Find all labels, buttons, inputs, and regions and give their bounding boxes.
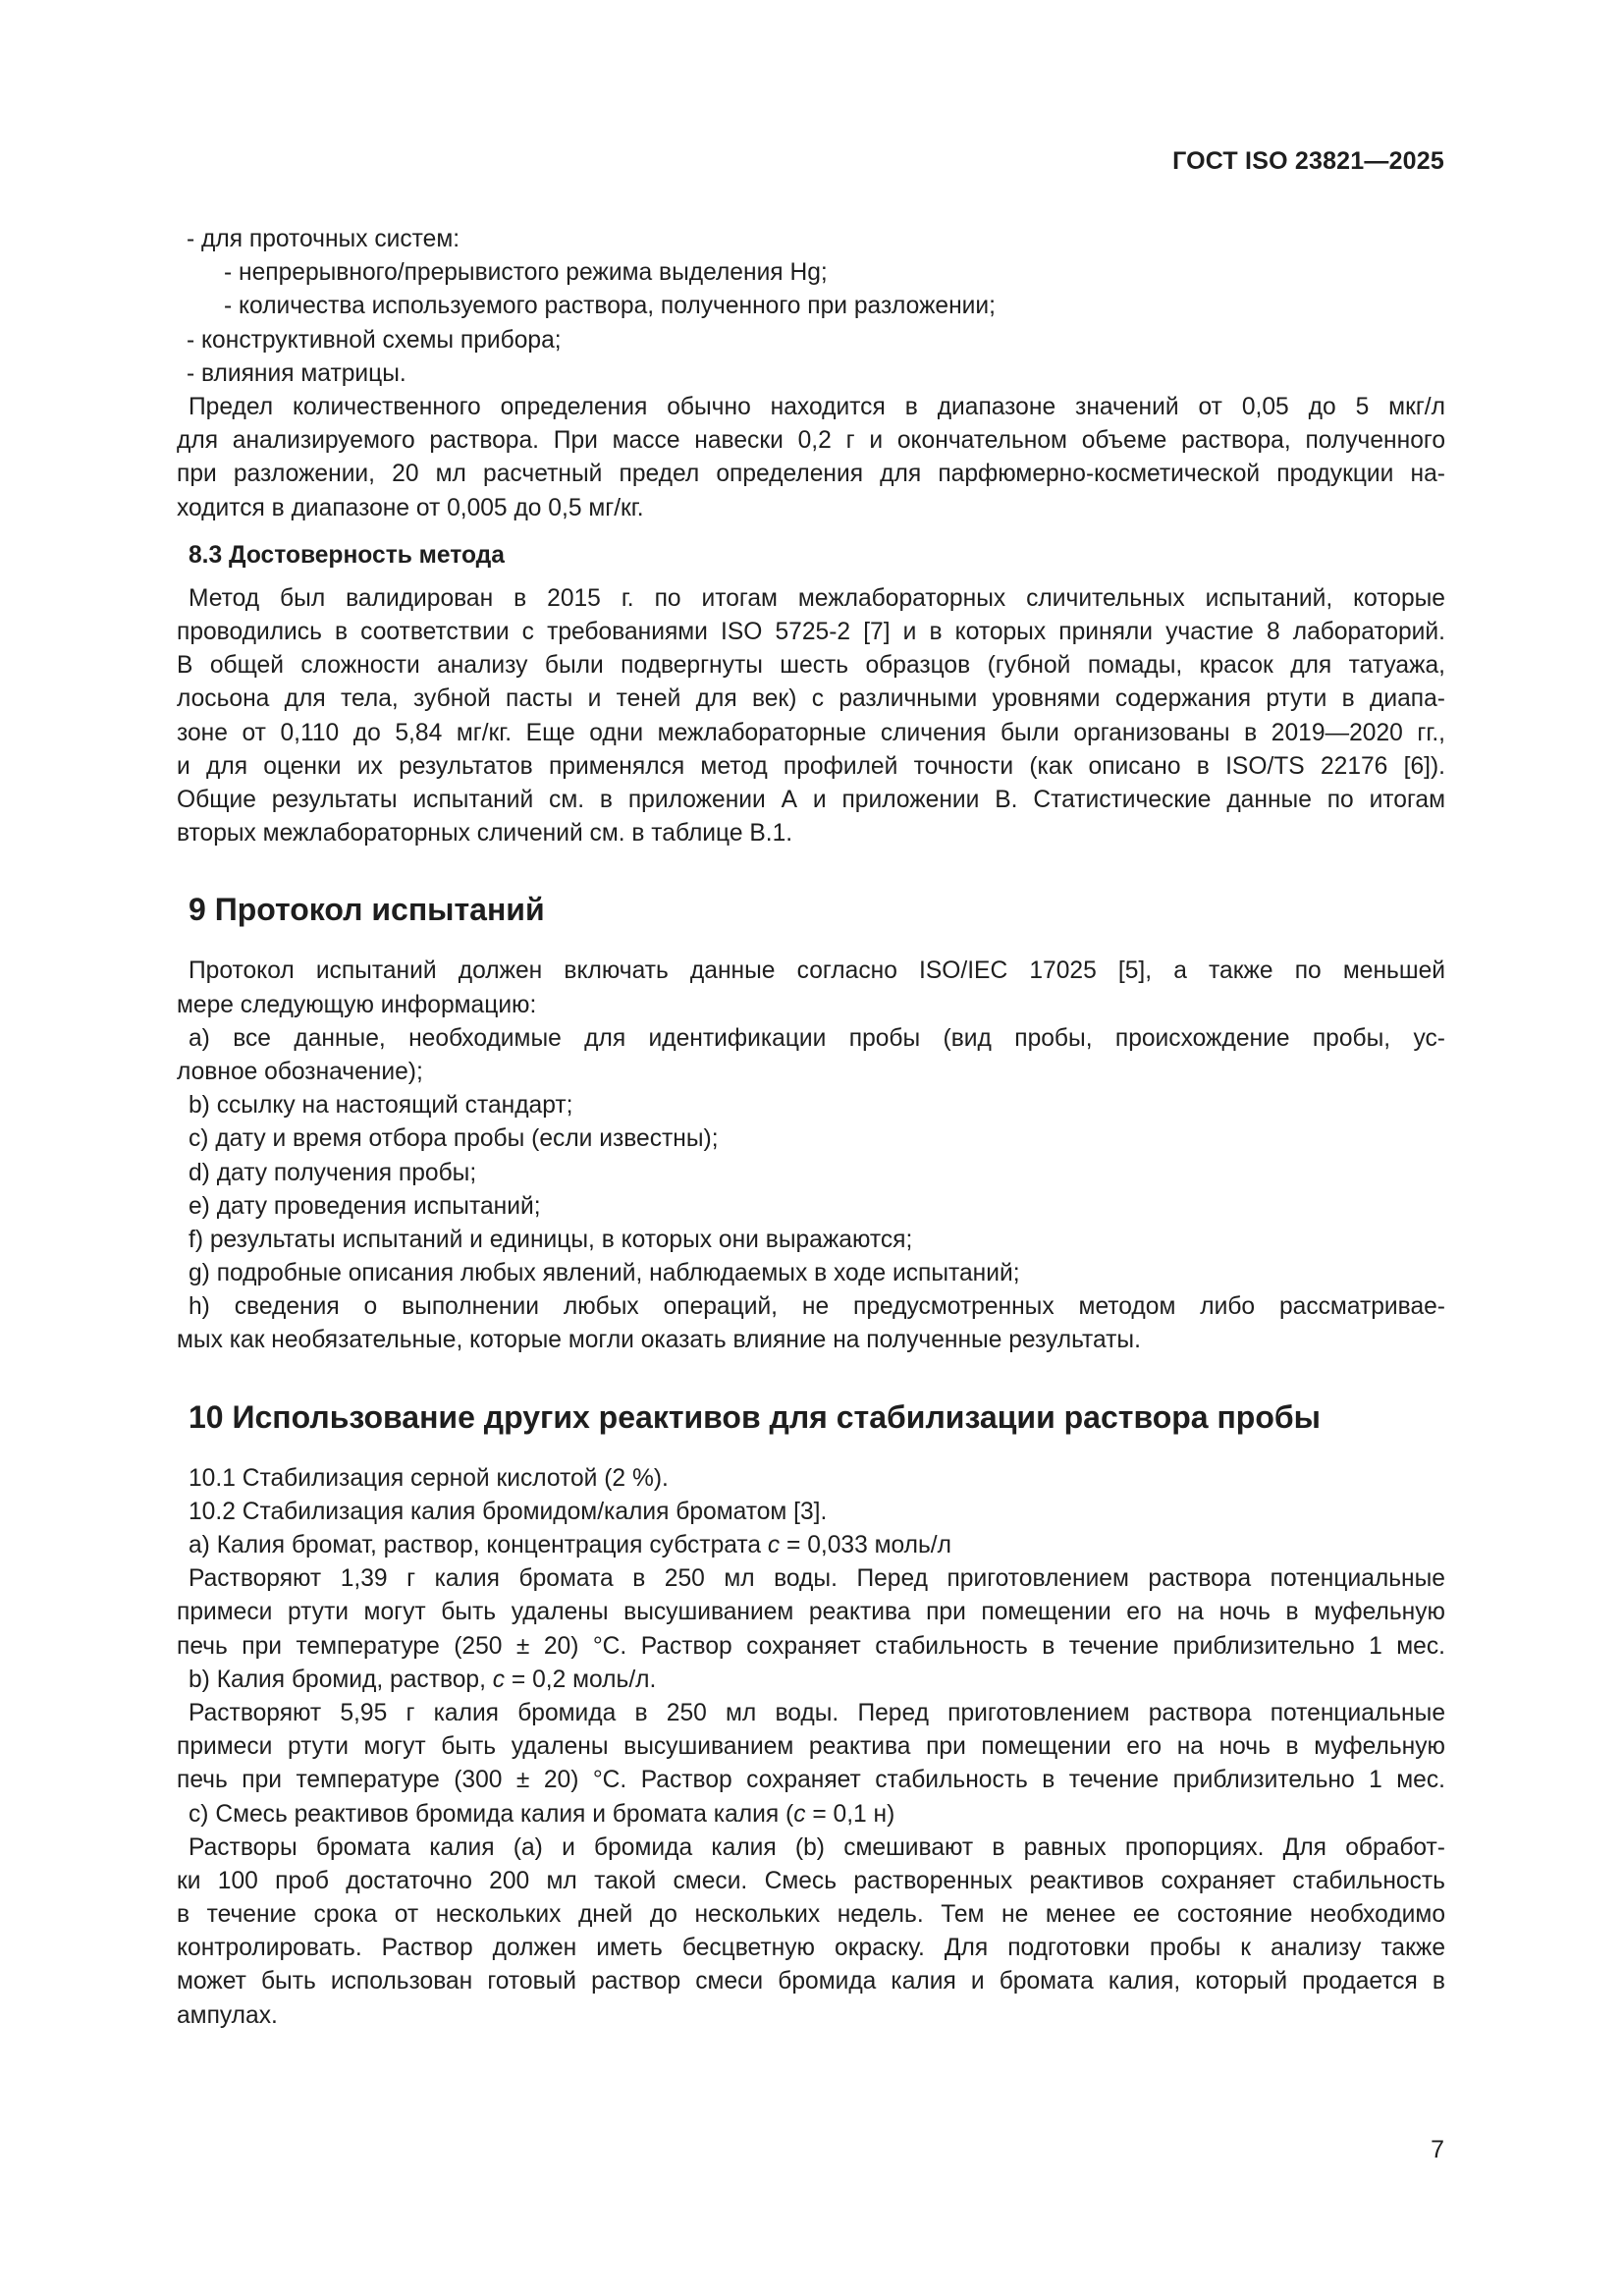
paragraph-line: ки 100 проб достаточно 200 мл такой смеси. Смесь растворенных реактивов сохраняет стабильность	[177, 1867, 1445, 1894]
paragraph-line: печь при температуре (250 ± 20) °C. Раствор сохраняет стабильность в течение приблизительно 1 мес.	[177, 1632, 1445, 1660]
reagent-a-paragraph	[177, 1562, 1445, 1664]
paragraph-line: лосьона для тела, зубной пасты и теней для век) с различными уровнями содержания ртути в диапа-	[177, 685, 1445, 713]
paragraph-line: может быть использован готовый раствор смеси бромида калия и бромата калия, который продается в	[177, 1968, 1445, 1995]
page-number: 7	[1431, 2136, 1444, 2163]
paragraph-line: Растворяют 1,39 г калия бромата в 250 мл воды. Перед приготовлением раствора потенциальные	[189, 1565, 1445, 1593]
paragraph-line: Протокол испытаний должен включать данные согласно ISO/IEC 17025 [5], а также по меньшей	[189, 957, 1445, 985]
section-9-intro	[177, 955, 1445, 1021]
paragraph-line: при разложении, 20 мл расчетный предел определения для парфюмерно-косметической продукции на-	[177, 461, 1445, 488]
reagent-c-paragraph	[177, 1831, 1445, 2033]
paragraph-line: в течение срока от нескольких дней до нескольких недель. Тем не менее ее состояние необходимо	[177, 1901, 1445, 1929]
section-10-heading: 10 Использование других реактивов для стабилизации раствора пробы	[189, 1398, 1321, 1435]
paragraph-line: Общие результаты испытаний см. в приложении А и приложении В. Статистические данные по итогам	[177, 787, 1445, 813]
paragraph-line: примеси ртути могут быть удалены высушиванием реактива при помещении его на ночь в муфельную	[177, 1599, 1445, 1626]
concentration-symbol: c	[492, 1666, 506, 1693]
paragraph-line: мере следующую информацию:	[177, 991, 537, 1018]
protocol-item-d: d) дату получения пробы;	[189, 1159, 477, 1186]
paragraph-line: зоне от 0,110 до 5,84 мг/кг. Еще одни межлабораторные сличения были организованы в 2019—2020 гг.,	[177, 719, 1445, 746]
list-item-line: h) сведения о выполнении любых операций, не предусмотренных методом либо рассматривае-	[189, 1293, 1445, 1321]
paragraph-line: проводились в соответствии с требованиями ISO 5725-2 [7] и в которых приняли участие 8 лабораторий.	[177, 619, 1445, 646]
protocol-item-e: e) дату проведения испытаний;	[189, 1192, 541, 1220]
paragraph-line: ходится в диапазоне от 0,005 до 0,5 мг/кг.	[177, 494, 644, 521]
protocol-item-c: c) дату и время отбора пробы (если известны);	[189, 1125, 719, 1153]
reagent-c-title	[177, 1798, 1445, 1831]
list-item-line: мых как необязательные, которые могли оказать влияние на полученные результаты.	[177, 1327, 1141, 1354]
reagent-c-text: c) Смесь реактивов бромида калия и бромата калия (	[189, 1800, 794, 1828]
paragraph-line: Растворы бромата калия (a) и бромида калия (b) смешивают в равных пропорциях. Для обработ-	[189, 1833, 1445, 1861]
reagent-b-title	[177, 1664, 1445, 1697]
section-8-3-heading: 8.3 Достоверность метода	[189, 541, 505, 569]
list-item-line: ловное обозначение);	[177, 1058, 423, 1085]
list-item-matrix-influence: - влияния матрицы.	[187, 359, 406, 387]
section-8-3-paragraph	[177, 582, 1445, 851]
list-item-flow-systems: - для проточных систем:	[187, 226, 460, 252]
reagent-b-value: = 0,2 моль/л.	[505, 1666, 657, 1693]
reagent-a-value: = 0,033 моль/л	[780, 1532, 951, 1558]
paragraph-line: и для оценки их результатов применялся метод профилей точности (как описано в ISO/TS 22176 [6]).	[177, 752, 1445, 780]
paragraph-line: Метод был валидирован в 2015 г. по итогам межлабораторных сличительных испытаний, которые	[189, 584, 1445, 612]
reagent-a-text: a) Калия бромат, раствор, концентрация субстрата	[189, 1532, 768, 1558]
paragraph-line: примеси ртути могут быть удалены высушиванием реактива при помещении его на ночь в муфельную	[177, 1733, 1445, 1761]
quantification-limit-paragraph	[177, 391, 1445, 525]
paragraph-line: печь при температуре (300 ± 20) °C. Раствор сохраняет стабильность в течение приблизительно 1 мес.	[177, 1767, 1445, 1794]
paragraph-line: Предел количественного определения обычно находится в диапазоне значений от 0,05 до 5 мкг/л	[189, 393, 1445, 420]
subsection-10-2: 10.2 Стабилизация калия бромидом/калия броматом [3].	[189, 1498, 828, 1525]
concentration-symbol: c	[793, 1800, 806, 1828]
protocol-item-b: b) ссылку на настоящий стандарт;	[189, 1092, 573, 1120]
paragraph-line: Растворяют 5,95 г калия бромида в 250 мл воды. Перед приготовлением раствора потенциальные	[189, 1699, 1445, 1726]
protocol-item-g: g) подробные описания любых явлений, наблюдаемых в ходе испытаний;	[189, 1260, 1020, 1287]
paragraph-line: вторых межлабораторных сличений см. в таблице В.1.	[177, 820, 793, 847]
reagent-b-paragraph	[177, 1697, 1445, 1798]
paragraph-line: ампулах.	[177, 2001, 278, 2029]
protocol-item-h	[177, 1290, 1445, 1357]
reagent-a-title	[177, 1529, 1445, 1562]
list-subitem-hg-mode: - непрерывного/прерывистого режима выделения Hg;	[224, 259, 828, 287]
list-item-device-scheme: - конструктивной схемы прибора;	[187, 326, 562, 354]
paragraph-line: для анализируемого раствора. При массе навески 0,2 г и окончательном объеме раствора, полученного	[177, 427, 1445, 455]
paragraph-line: В общей сложности анализу были подвергнуты шесть образцов (губной помады, красок для татуажа,	[177, 652, 1445, 680]
protocol-item-a	[177, 1022, 1445, 1089]
list-item-line: a) все данные, необходимые для идентификации пробы (вид пробы, происхождение пробы, ус-	[189, 1024, 1445, 1052]
standard-header: ГОСТ ISO 23821—2025	[1172, 147, 1444, 175]
reagent-c-value: = 0,1 н)	[805, 1800, 895, 1828]
subsection-10-1: 10.1 Стабилизация серной кислотой (2 %).	[189, 1464, 669, 1492]
paragraph-line: контролировать. Раствор должен иметь бесцветную окраску. Для подготовки пробы к анализу также	[177, 1935, 1445, 1962]
page-content	[177, 223, 1445, 2033]
protocol-item-f: f) результаты испытаний и единицы, в которых они выражаются;	[189, 1226, 913, 1253]
section-9-heading: 9 Протокол испытаний	[189, 892, 545, 928]
reagent-b-text: b) Калия бромид, раствор,	[189, 1666, 493, 1693]
list-subitem-solution-amount: - количества используемого раствора, полученного при разложении;	[224, 293, 996, 320]
concentration-symbol: c	[767, 1532, 781, 1558]
